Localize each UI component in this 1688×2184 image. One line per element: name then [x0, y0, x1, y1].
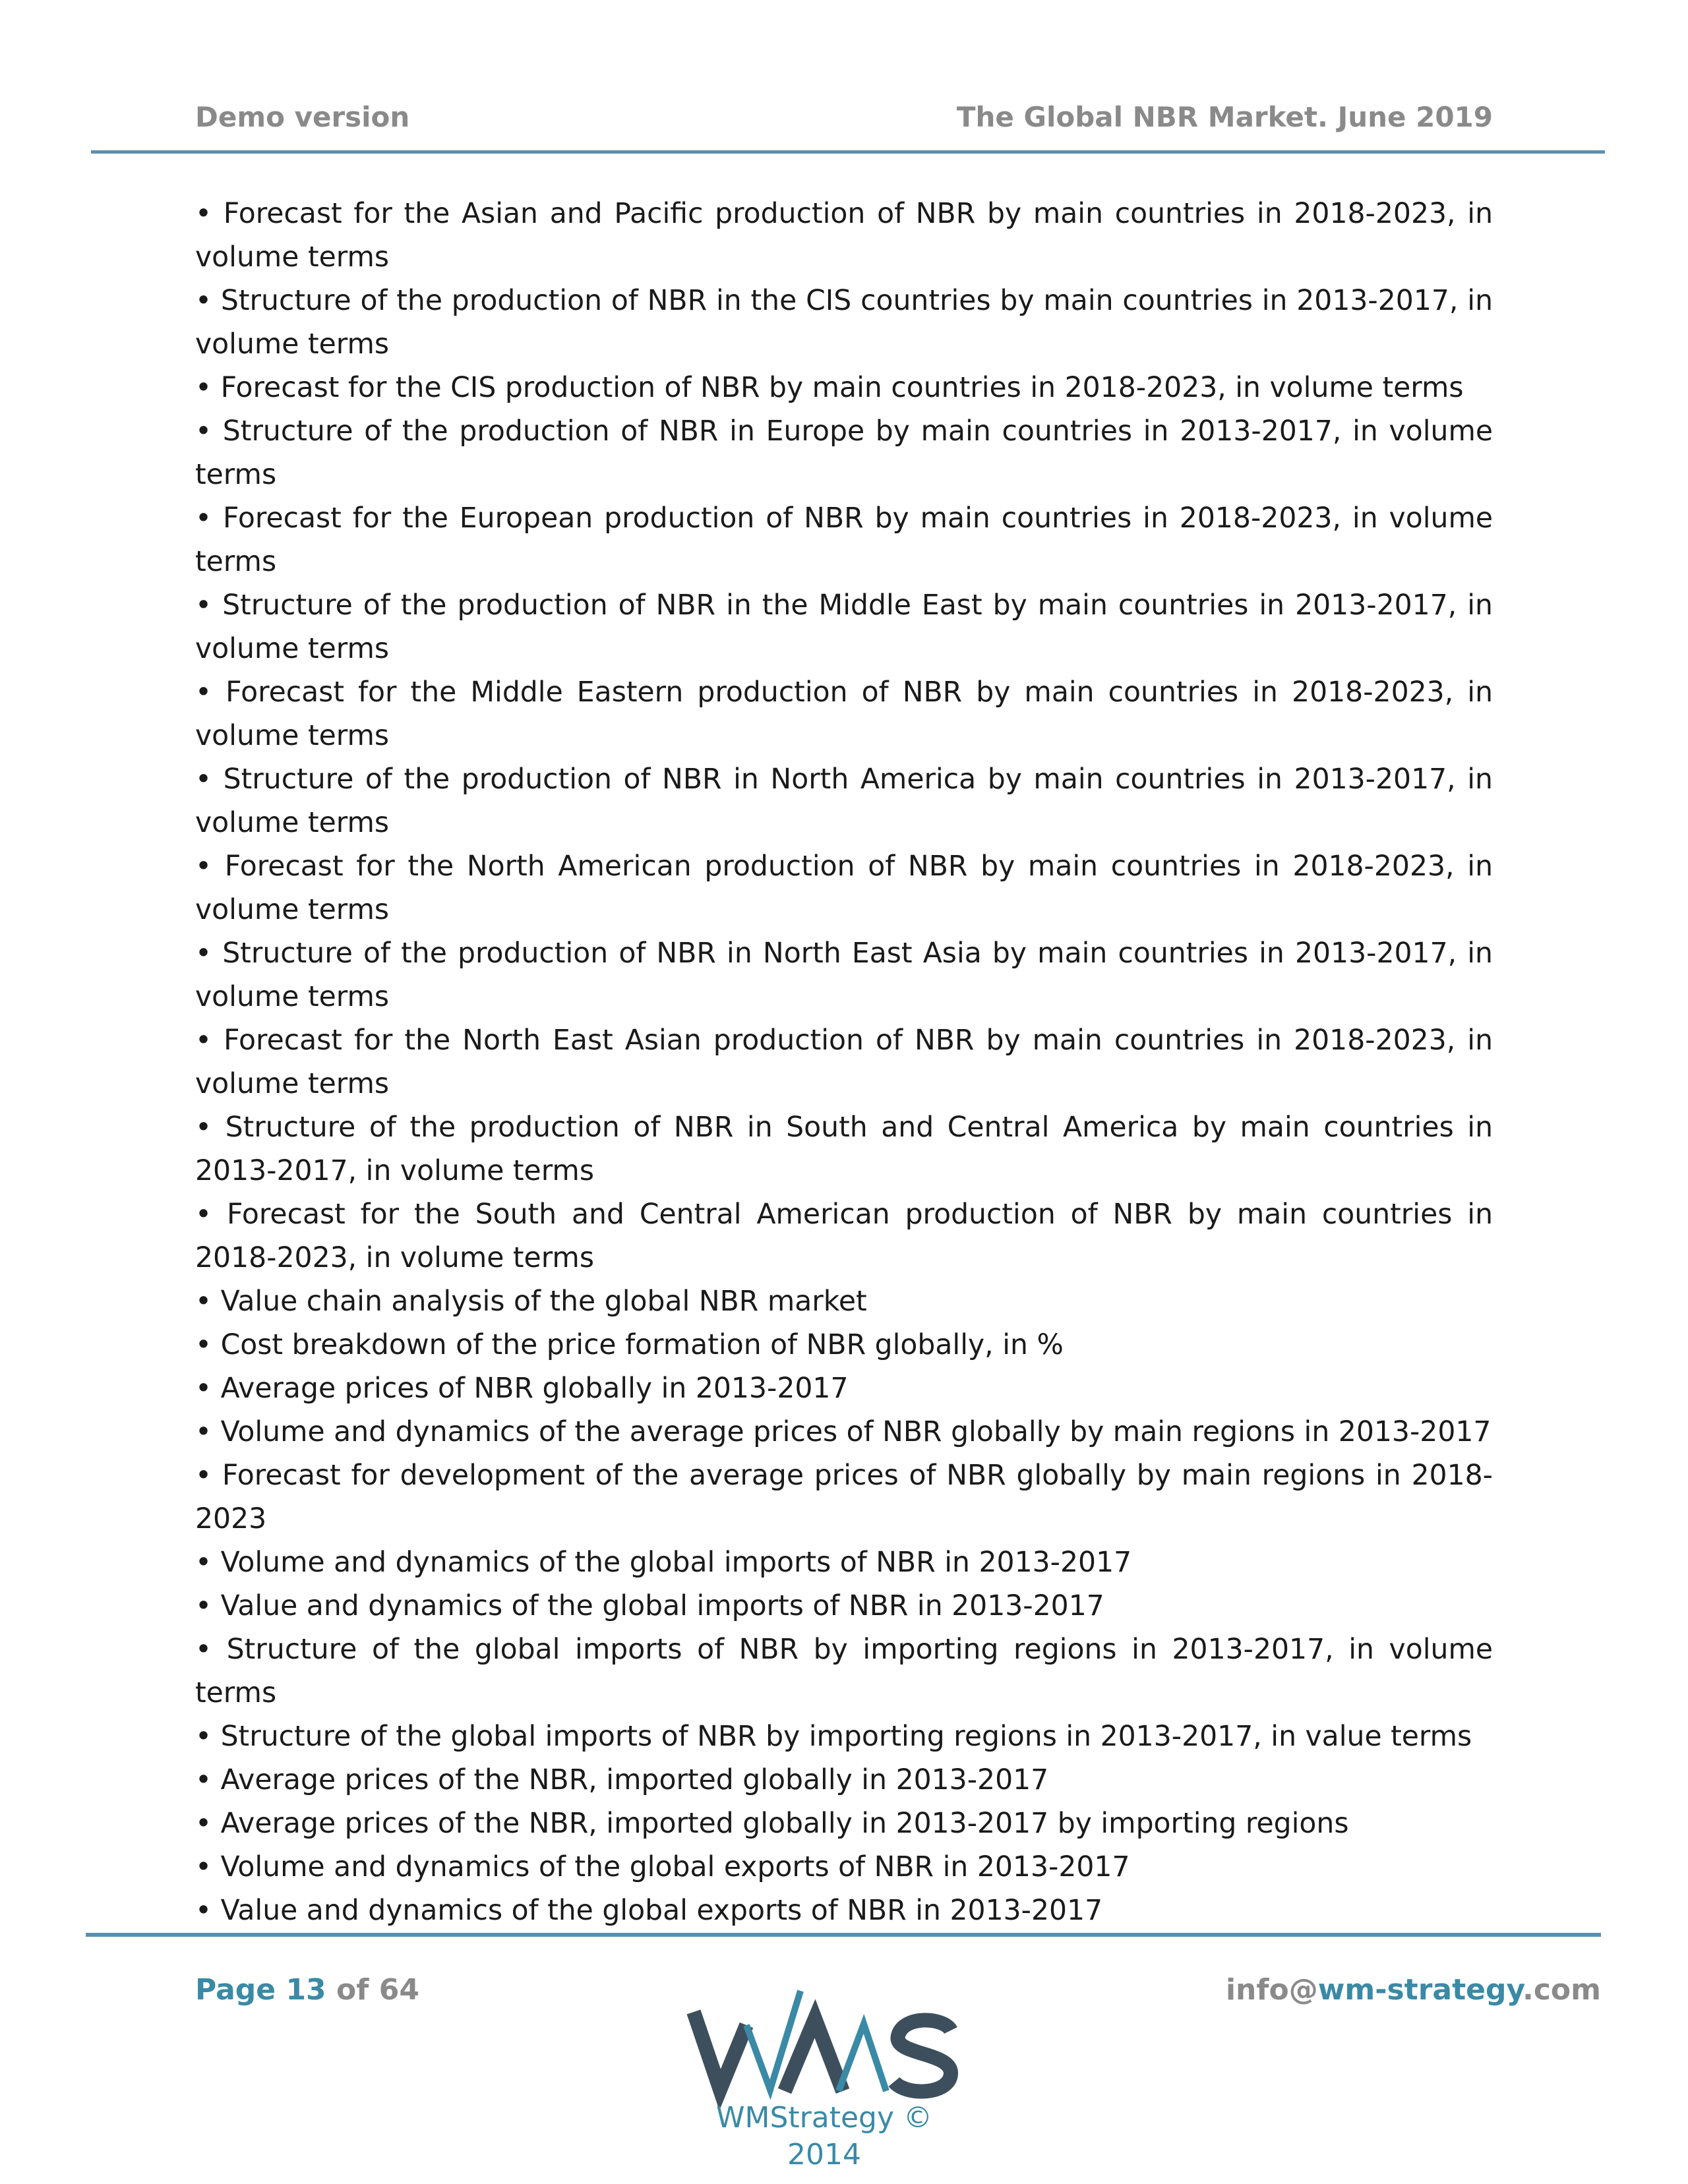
bullet-item: • Average prices of the NBR, imported globally in 2013-2017 by importing regions [195, 1802, 1493, 1846]
header-report-title: The Global NBR Market. June 2019 [956, 101, 1493, 133]
bullet-item: • Forecast for the Asian and Pacific production of NBR by main countries in 2018-2023, in volume terms [195, 192, 1493, 280]
bullet-item: • Structure of the production of NBR in the Middle East by main countries in 2013-2017, in volume terms [195, 584, 1493, 671]
bullet-item: • Forecast for the CIS production of NBR by main countries in 2018-2023, in volume terms [195, 367, 1493, 410]
bullet-item: • Forecast for the North East Asian production of NBR by main countries in 2018-2023, in volume terms [195, 1019, 1493, 1106]
bullet-item: • Structure of the global imports of NBR by importing regions in 2013-2017, in volume terms [195, 1628, 1493, 1715]
logo-letter-m [785, 2019, 843, 2091]
bullet-item: • Forecast for the South and Central American production of NBR by main countries in 2018-2023, in volume terms [195, 1193, 1493, 1280]
email-domain: wm-strategy [1317, 1973, 1523, 2007]
footer-divider [86, 1933, 1601, 1937]
bullet-item: • Cost breakdown of the price formation of NBR globally, in % [195, 1324, 1493, 1367]
page-of: of [336, 1973, 369, 2007]
page-total: 64 [378, 1973, 419, 2007]
bullet-item: • Structure of the production of NBR in North East Asia by main countries in 2013-2017, in volume terms [195, 932, 1493, 1019]
bullet-item: • Structure of the production of NBR in South and Central America by main countries in 2013-2017, in volume terms [195, 1106, 1493, 1193]
header-demo-label: Demo version [195, 101, 410, 133]
page-number [195, 1971, 419, 2009]
bullet-item: • Structure of the production of NBR in North America by main countries in 2013-2017, in volume terms [195, 758, 1493, 845]
logo-letter-m-blue [839, 2024, 886, 2091]
bullet-item: • Volume and dynamics of the global imports of NBR in 2013-2017 [195, 1541, 1493, 1585]
bullet-item: • Structure of the production of NBR in the CIS countries by main countries in 2013-2017, in volume terms [195, 280, 1493, 367]
bullet-item: • Average prices of the NBR, imported globally in 2013-2017 [195, 1759, 1493, 1802]
header-divider [91, 150, 1605, 154]
logo-letter-w [694, 2012, 746, 2090]
bullet-item: • Value and dynamics of the global imports of NBR in 2013-2017 [195, 1585, 1493, 1628]
bullet-item: • Forecast for the European production of NBR by main countries in 2018-2023, in volume terms [195, 497, 1493, 584]
contact-email [1226, 1971, 1601, 2009]
logo-letter-s [894, 2020, 951, 2091]
bullet-item: • Volume and dynamics of the average prices of NBR globally by main regions in 2013-2017 [195, 1411, 1493, 1454]
page-word: Page [195, 1973, 276, 2007]
bullet-item: • Average prices of NBR globally in 2013-2017 [195, 1367, 1493, 1411]
bullet-item: • Structure of the production of NBR in Europe by main countries in 2013-2017, in volume terms [195, 410, 1493, 497]
bullet-item: • Forecast for development of the average prices of NBR globally by main regions in 2018-2023 [195, 1454, 1493, 1541]
bullet-item: • Forecast for the North American production of NBR by main countries in 2018-2023, in volume terms [195, 845, 1493, 932]
bullet-item: • Value chain analysis of the global NBR market [195, 1280, 1493, 1324]
page-current: 13 [286, 1973, 326, 2007]
bullet-list [195, 192, 1493, 1933]
bullet-item: • Forecast for the Middle Eastern production of NBR by main countries in 2018-2023, in volume terms [195, 671, 1493, 758]
bullet-item: • Value and dynamics of the global exports of NBR in 2013-2017 [195, 1889, 1493, 1933]
email-tld: .com [1522, 1973, 1601, 2007]
bullet-item: • Volume and dynamics of the global exports of NBR in 2013-2017 [195, 1846, 1493, 1889]
email-user: info@ [1225, 1973, 1318, 2007]
logo-caption: WMStrategy © 2014 [716, 2101, 932, 2171]
bullet-item: • Structure of the global imports of NBR by importing regions in 2013-2017, in value terms [195, 1715, 1493, 1759]
